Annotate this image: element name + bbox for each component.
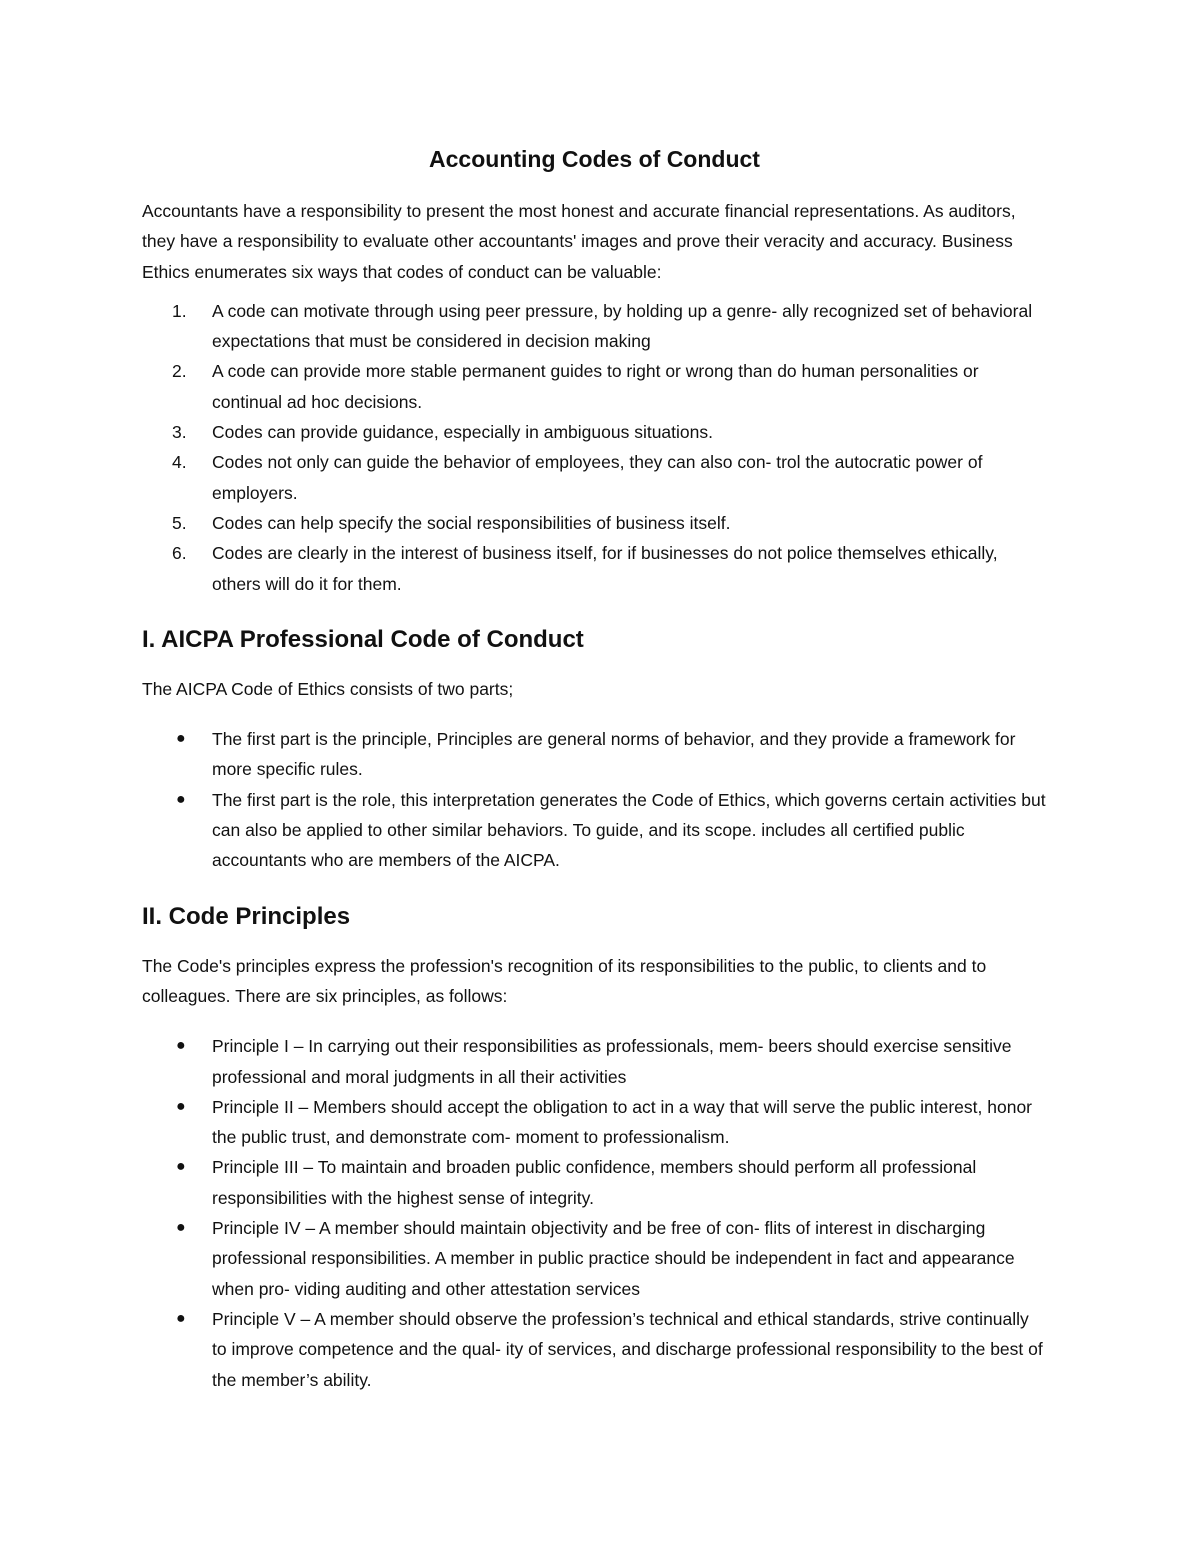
section-heading-aicpa: I. AICPA Professional Code of Conduct: [142, 625, 584, 653]
list-number: 4.: [172, 452, 187, 473]
bullet-icon: ●: [176, 1309, 186, 1327]
list-item: [142, 508, 1047, 538]
list-item-text: Codes not only can guide the behavior of employees, they can also con- trol the autocratic power of employers.: [212, 452, 983, 503]
bullet-icon: ●: [176, 1219, 186, 1237]
list-item: [142, 785, 1047, 876]
list-item: [142, 1304, 1047, 1395]
list-number: 3.: [172, 422, 187, 443]
list-item: [142, 1213, 1047, 1304]
list-item-text: The first part is the role, this interpretation generates the Code of Ethics, which governs certain activities but can also be applied to other similar behaviors. To guide, and its scope. includes all certified public accountants who are members of the AICPA.: [212, 789, 1046, 871]
list-item: [142, 296, 1047, 357]
list-item-text: Principle I – In carrying out their responsibilities as professionals, mem- beers should exercise sensitive professional and moral judgments in all their activities: [212, 1036, 1012, 1087]
list-item: [142, 1152, 1047, 1213]
list-item: [142, 538, 1047, 599]
section-intro-principles: The Code's principles express the profession's recognition of its responsibilities to the public, to clients and to colleagues. There are six principles, as follows:: [142, 955, 987, 1006]
list-item: [142, 356, 1047, 417]
list-item-text: Principle II – Members should accept the obligation to act in a way that will serve the public interest, honor the public trust, and demonstrate com- moment to professionalism.: [212, 1096, 1033, 1148]
list-item: [142, 1092, 1047, 1153]
list-number: 6.: [172, 543, 187, 564]
bullet-icon: ●: [176, 1097, 186, 1115]
bullet-icon: ●: [176, 1158, 186, 1176]
document-body: [142, 140, 1047, 1395]
principles-list: [142, 1031, 1047, 1395]
document-title: Accounting Codes of Conduct: [429, 146, 760, 172]
list-number: 1.: [172, 300, 187, 321]
list-item: [142, 724, 1047, 785]
list-item-text: Principle III – To maintain and broaden public confidence, members should perform all professional responsibilities with the highest sense of integrity.: [212, 1157, 977, 1208]
section-intro-aicpa: The AICPA Code of Ethics consists of two parts;: [142, 678, 514, 699]
list-item-text: Principle IV – A member should maintain objectivity and be free of con- flits of interest in discharging professional responsibilities. A member in public practice should be independent in fact and appearance when pro- viding auditing and other attestation services: [212, 1218, 1015, 1299]
list-item: [142, 1031, 1047, 1092]
list-item-text: Codes can help specify the social responsibilities of business itself.: [212, 512, 731, 533]
list-number: 5.: [172, 512, 187, 533]
list-item-text: A code can provide more stable permanent guides to right or wrong than do human personalities or continual ad hoc decisions.: [212, 361, 979, 412]
section-heading-principles: II. Code Principles: [142, 902, 351, 930]
list-item: [142, 447, 1047, 508]
bullet-icon: ●: [176, 1037, 186, 1055]
bullet-icon: ●: [176, 730, 186, 748]
list-item-text: Codes are clearly in the interest of business itself, for if businesses do not police themselves ethically, others will do it for them.: [212, 543, 998, 594]
ways-list: [142, 296, 1047, 599]
intro-paragraph: Accountants have a responsibility to present the most honest and accurate financial representations. As auditors, they have a responsibility to evaluate other accountants' images and prove their veracity and accuracy. Business Ethics enumerates six ways that codes of conduct can be valuable:: [142, 201, 1016, 282]
aicpa-parts-list: [142, 724, 1047, 875]
list-item-text: Principle V – A member should observe the profession’s technical and ethical standards, strive continually to improve competence and the qual- ity of services, and discharge professional responsibility to the best of the member’s ability.: [212, 1308, 1043, 1390]
list-item-text: A code can motivate through using peer pressure, by holding up a genre- ally recognized set of behavioral expectations that must be considered in decision making: [212, 300, 1033, 352]
list-item: [142, 417, 1047, 447]
list-item-text: Codes can provide guidance, especially in ambiguous situations.: [212, 422, 713, 443]
bullet-icon: ●: [176, 790, 186, 808]
list-item-text: The first part is the principle, Principles are general norms of behavior, and they provide a framework for more specific rules.: [212, 729, 1016, 780]
list-number: 2.: [172, 361, 187, 382]
